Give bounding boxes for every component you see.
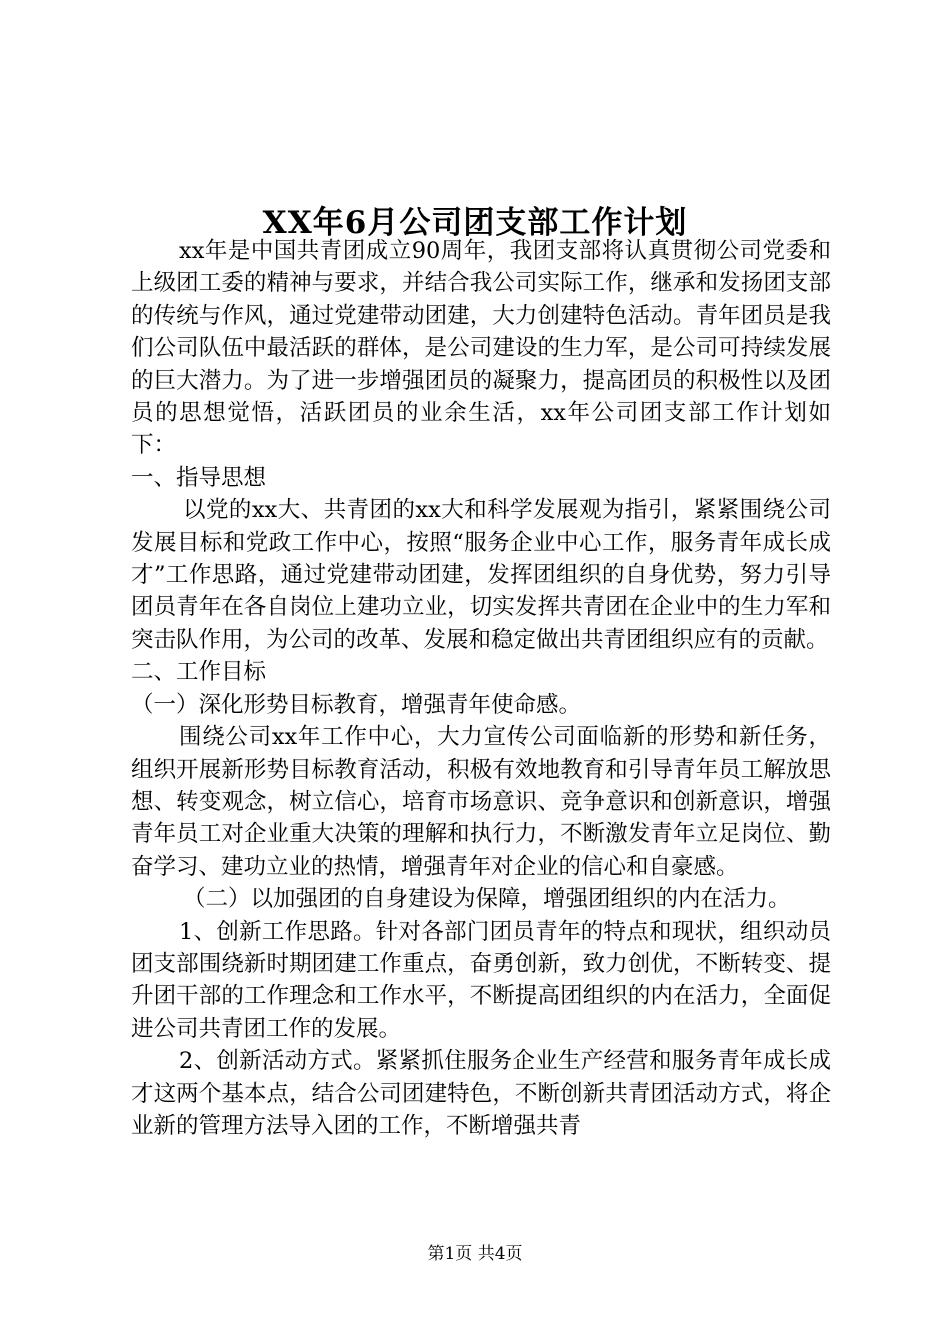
guiding-thought-paragraph: 以党的xx大、共青团的xx大和科学发展观为指引，紧紧围绕公司发展目标和党政工作中心，按照“服务企业中心工作，服务青年成长成才”工作思路，通过党建带动团建，发挥团组织的自身优势，努力引导团员青年在各自岗位上建功立业，切实发挥共青团在企业中的生力军和突击队作用，为公司的改革、发展和稳定做出共青团组织应有的贡献。	[131, 497, 831, 653]
document-title: XX年6月公司团支部工作计划	[262, 204, 688, 241]
section-heading-work-goals: 二、工作目标	[131, 659, 267, 686]
list-item-2: 2、创新活动方式。紧紧抓住服务企业生产经营和服务青年成长成才这两个基本点，结合公司团建特色，不断创新共青团活动方式，将企业新的管理方法导入团的工作，不断增强共青	[131, 1048, 831, 1139]
section-heading-guiding-thought: 一、指导思想	[131, 464, 267, 491]
list-item-1: 1、创新工作思路。针对各部门团员青年的特点和现状，组织动员团支部围绕新时期团建工作重点，奋勇创新，致力创优，不断转变、提升团干部的工作理念和工作水平，不断提高团组织的内在活力，全面促进公司共青团工作的发展。	[131, 918, 831, 1042]
document-body	[131, 235, 831, 1142]
subsection-1-paragraph: 围绕公司xx年工作中心，大力宣传公司面临新的形势和新任务，组织开展新形势目标教育活动，积极有效地教育和引导青年员工解放思想、转变观念，树立信心，培育市场意识、竞争意识和创新意识，增强青年员工对企业重大决策的理解和执行力，不断激发青年立足岗位、勤奋学习、建功立业的热情，增强青年对企业的信心和自豪感。	[131, 724, 831, 880]
intro-paragraph: xx年是中国共青团成立90周年，我团支部将认真贯彻公司党委和上级团工委的精神与要求，并结合我公司实际工作，继承和发扬团支部的传统与作风，通过党建带动团建，大力创建特色活动。青年团员是我们公司队伍中最活跃的群体，是公司建设的生力军，是公司可持续发展的巨大潜力。为了进一步增强团员的凝聚力，提高团员的积极性以及团员的思想觉悟，活跃团员的业余生活，xx年公司团支部工作计划如下：	[131, 238, 831, 459]
subsection-heading-1: （一）深化形势目标教育，增强青年使命感。	[131, 691, 582, 718]
page-number-footer: 第1页 共4页	[427, 1244, 523, 1264]
subsection-heading-2: （二）以加强团的自身建设为保障，增强团组织的内在活力。	[183, 886, 791, 913]
